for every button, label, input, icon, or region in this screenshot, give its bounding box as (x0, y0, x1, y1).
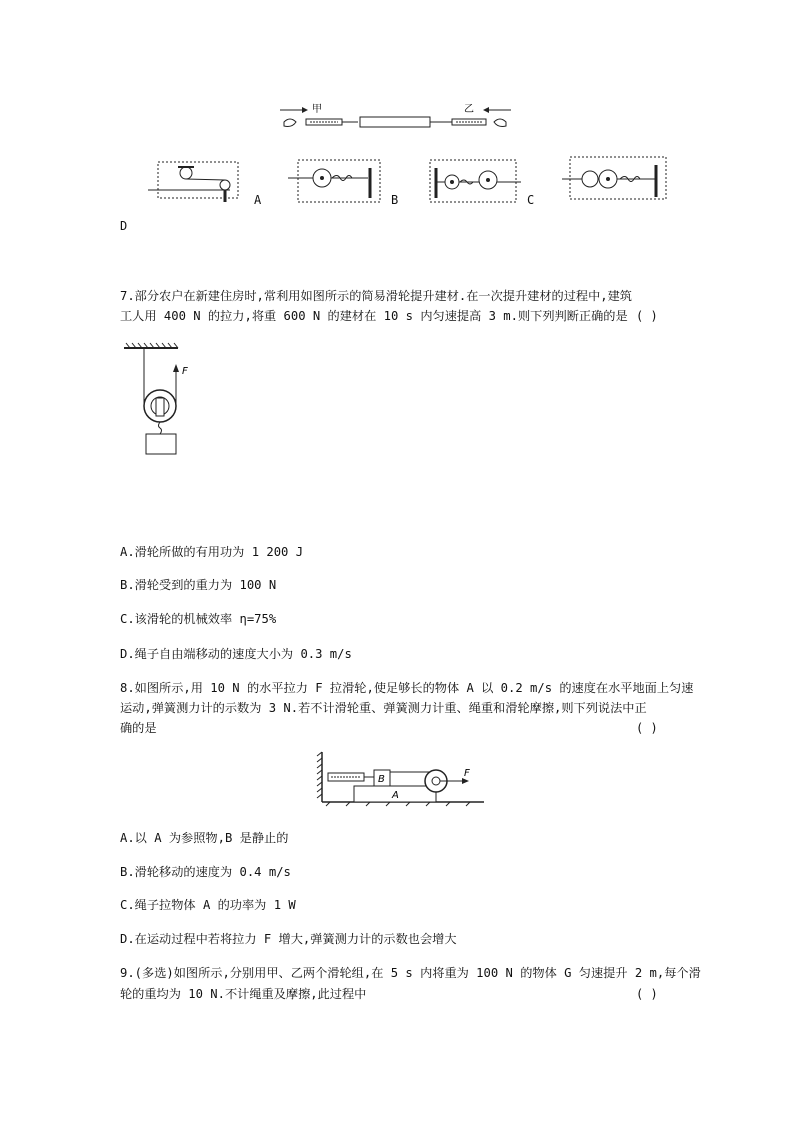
q9-answer-paren: ( ) (636, 987, 658, 1001)
q8-label-b: B (378, 774, 385, 785)
q8-label-a: A (392, 790, 399, 801)
label-yi: 乙 (464, 104, 474, 115)
q7-stem-line1: 7.部分农户在新建住房时,常利用如图所示的简易滑轮提升建材.在一次提升建材的过程中,建筑 (120, 289, 632, 303)
figure-option-c-label: C (527, 193, 535, 207)
q8-stem-line1: 8.如图所示,用 10 N 的水平拉力 F 拉滑轮,使足够长的物体 A 以 0.2 m/s 的速度在水平地面上匀速 (120, 681, 694, 695)
figure-option-b-label: B (391, 193, 399, 207)
q7-option-b: B.滑轮受到的重力为 100 N (120, 578, 277, 592)
q8-option-a: A.以 A 为参照物,B 是静止的 (120, 831, 289, 845)
figure-option-d (562, 155, 674, 203)
q7-option-a: A.滑轮所做的有用功为 1 200 J (120, 545, 304, 559)
q8-stem-line3: 确的是 (120, 721, 157, 735)
q8-option-c: C.绳子拉物体 A 的功率为 1 W (120, 898, 296, 912)
label-jia: 甲 (312, 104, 322, 115)
q8-label-f: F (464, 768, 470, 779)
figure-spring-scales (276, 98, 516, 138)
q8-option-b: B.滑轮移动的速度为 0.4 m/s (120, 865, 291, 879)
q8-answer-paren: ( ) (636, 721, 658, 735)
q8-option-d: D.在运动过程中若将拉力 F 增大,弹簧测力计的示数也会增大 (120, 932, 457, 946)
q9-stem-line2: 轮的重均为 10 N.不计绳重及摩擦,此过程中 (120, 987, 367, 1001)
q7-label-f: F (182, 366, 188, 377)
figure-option-b (288, 158, 384, 206)
q7-pulley-figure (118, 342, 200, 460)
figure-option-c (426, 158, 522, 206)
q7-stem-line2: 工人用 400 N 的拉力,将重 600 N 的建材在 10 s 内匀速提高 3 m.则下列判断正确的是 (120, 309, 628, 323)
figure-option-a-label: A (254, 193, 262, 207)
q8-pulley-figure (316, 750, 486, 808)
q9-stem-line1: 9.(多选)如图所示,分别用甲、乙两个滑轮组,在 5 s 内将重为 100 N 的物体 G 匀速提升 2 m,每个滑 (120, 966, 701, 980)
figure-option-a (148, 158, 248, 206)
q7-option-c: C.该滑轮的机械效率 η=75% (120, 612, 277, 626)
q8-stem-line2: 运动,弹簧测力计的示数为 3 N.若不计滑轮重、弹簧测力计重、绳重和滑轮摩擦,则下列说法中正 (120, 701, 647, 715)
figure-option-d-label: D (120, 219, 128, 233)
q7-option-d: D.绳子自由端移动的速度大小为 0.3 m/s (120, 647, 352, 661)
q7-answer-paren: ( ) (636, 309, 658, 323)
